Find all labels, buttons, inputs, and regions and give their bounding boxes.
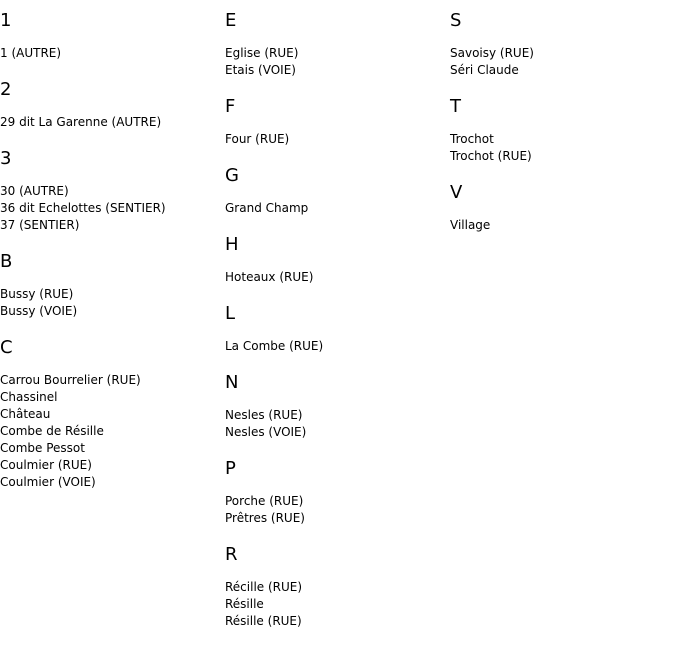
- letter-group: [0, 337, 220, 491]
- letter-group: [225, 10, 445, 79]
- street-link[interactable]: Four (RUE): [225, 132, 290, 146]
- street-link[interactable]: La Combe (RUE): [225, 339, 324, 353]
- street-link[interactable]: Etais (VOIE): [225, 63, 296, 77]
- street-link[interactable]: Séri Claude: [450, 63, 519, 77]
- letter-heading: R: [225, 544, 238, 565]
- street-list: [450, 45, 670, 79]
- street-list: [450, 217, 670, 234]
- letter-heading: B: [0, 251, 13, 272]
- street-link[interactable]: Carrou Bourrelier (RUE): [0, 373, 141, 387]
- street-link[interactable]: Village: [450, 218, 491, 232]
- letter-group: [0, 10, 220, 62]
- letter-heading: H: [225, 234, 239, 255]
- letter-group: [450, 182, 670, 234]
- street-list: [225, 269, 445, 286]
- letter-group: [225, 165, 445, 217]
- letter-heading: L: [225, 303, 236, 324]
- letter-heading: E: [225, 10, 237, 31]
- letter-group: [225, 96, 445, 148]
- letter-heading: G: [225, 165, 239, 186]
- street-link[interactable]: Combe de Résille: [0, 424, 104, 438]
- letter-group: [0, 251, 220, 320]
- letter-group: [450, 10, 670, 79]
- street-link[interactable]: Hoteaux (RUE): [225, 270, 314, 284]
- street-link[interactable]: Trochot: [450, 132, 494, 146]
- street-link[interactable]: 37 (SENTIER): [0, 218, 80, 232]
- street-link[interactable]: Chassinel: [0, 390, 58, 404]
- street-list: [225, 45, 445, 79]
- street-list: [0, 183, 220, 234]
- street-link[interactable]: 29 dit La Garenne (AUTRE): [0, 115, 162, 129]
- street-link[interactable]: Prêtres (RUE): [225, 511, 305, 525]
- letter-group: [225, 458, 445, 527]
- letter-heading: 2: [0, 79, 12, 100]
- letter-group: [225, 372, 445, 441]
- letter-heading: C: [0, 337, 13, 358]
- street-link[interactable]: Combe Pessot: [0, 441, 85, 455]
- street-link[interactable]: Coulmier (VOIE): [0, 475, 96, 489]
- letter-heading: T: [450, 96, 461, 117]
- street-list: [225, 493, 445, 527]
- street-link[interactable]: Bussy (RUE): [0, 287, 74, 301]
- street-list: [450, 131, 670, 165]
- letter-heading: 1: [0, 10, 12, 31]
- letter-group: [0, 148, 220, 234]
- street-link[interactable]: Eglise (RUE): [225, 46, 299, 60]
- street-list: [225, 131, 445, 148]
- street-list: [225, 407, 445, 441]
- street-list: [225, 579, 445, 630]
- street-link[interactable]: Nesles (RUE): [225, 408, 303, 422]
- street-list: [0, 372, 220, 491]
- index-column-1: [0, 10, 220, 508]
- letter-heading: F: [225, 96, 236, 117]
- street-link[interactable]: Savoisy (RUE): [450, 46, 534, 60]
- street-link[interactable]: 1 (AUTRE): [0, 46, 62, 60]
- street-list: [225, 338, 445, 355]
- letter-heading: 3: [0, 148, 12, 169]
- street-link[interactable]: Résille: [225, 597, 264, 611]
- street-link[interactable]: Nesles (VOIE): [225, 425, 307, 439]
- street-list: [0, 45, 220, 62]
- street-link[interactable]: Trochot (RUE): [450, 149, 532, 163]
- letter-group: [225, 303, 445, 355]
- letter-group: [0, 79, 220, 131]
- street-link[interactable]: Coulmier (RUE): [0, 458, 92, 472]
- index-column-2: [225, 10, 445, 647]
- letter-group: [450, 96, 670, 165]
- street-link[interactable]: Résille (RUE): [225, 614, 302, 628]
- street-link[interactable]: 30 (AUTRE): [0, 184, 69, 198]
- street-link[interactable]: Château: [0, 407, 51, 421]
- letter-heading: P: [225, 458, 236, 479]
- street-link[interactable]: Récille (RUE): [225, 580, 303, 594]
- street-link[interactable]: 36 dit Echelottes (SENTIER): [0, 201, 166, 215]
- street-link[interactable]: Porche (RUE): [225, 494, 304, 508]
- letter-heading: S: [450, 10, 462, 31]
- letter-heading: N: [225, 372, 239, 393]
- letter-group: [225, 544, 445, 630]
- street-list: [225, 200, 445, 217]
- index-column-3: [450, 10, 670, 251]
- street-list: [0, 114, 220, 131]
- letter-heading: V: [450, 182, 463, 203]
- street-link[interactable]: Grand Champ: [225, 201, 309, 215]
- street-list: [0, 286, 220, 320]
- letter-group: [225, 234, 445, 286]
- street-link[interactable]: Bussy (VOIE): [0, 304, 78, 318]
